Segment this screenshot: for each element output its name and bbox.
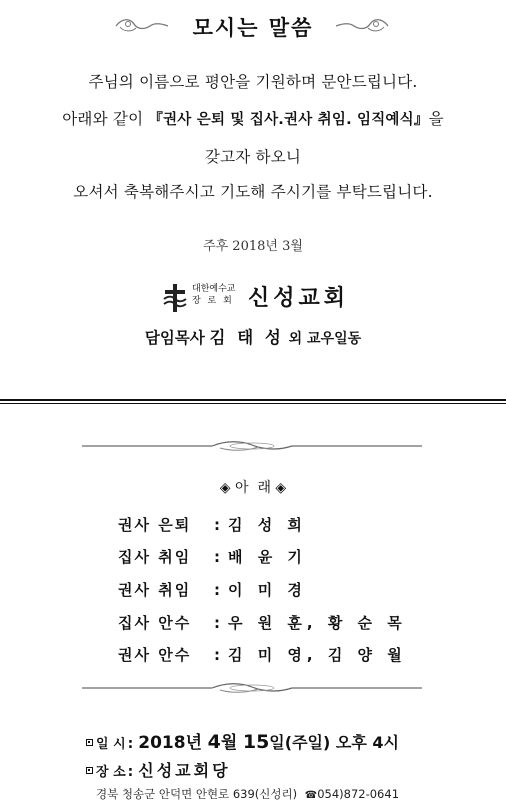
- event-place: [86, 758, 231, 781]
- place-colon: :: [127, 764, 134, 780]
- phone-icon: ☎: [304, 790, 318, 801]
- ceremony-name: 『권사 은퇴 및 집사.권사 취임. 임직예식』: [148, 112, 429, 128]
- detail-row: [118, 514, 307, 538]
- event-time: [86, 728, 399, 753]
- greeting-line: 주님의 이름으로 평안을 기원하며 문안드립니다.: [88, 73, 418, 91]
- time-value-month: 4: [207, 731, 221, 753]
- ceremony-intro: 아래와 같이: [62, 110, 144, 128]
- detail-role: 집사 안수: [118, 614, 192, 632]
- detail-row: [118, 644, 407, 668]
- invitation-date: 주후 2018년 3월: [203, 239, 303, 254]
- notice-heading: ◈ 아 래 ◈: [219, 480, 287, 496]
- address-text: 경북 청송군 안덕면 안현로 639(신성리): [96, 787, 298, 801]
- detail-colon: :: [214, 516, 220, 534]
- detail-role: 권사 안수: [118, 646, 192, 664]
- church-denomination: [192, 283, 235, 307]
- time-value-month-unit: 월: [220, 733, 238, 753]
- divider-line-bottom: [0, 403, 506, 404]
- page-divider: [0, 399, 506, 404]
- place-value: 신성교회당: [138, 761, 231, 780]
- time-value-rest: 일(주일) 오후 4시: [269, 733, 399, 752]
- place-label: 장 소: [96, 765, 126, 780]
- invite-line: 갖고자 하오니: [204, 148, 302, 166]
- bullet-square-icon: [86, 739, 93, 746]
- invitation-title: 모시는 말씀: [192, 15, 314, 40]
- detail-colon: :: [214, 581, 220, 599]
- right-flourish-ornament: [334, 16, 390, 36]
- bottom-decorative-rule: [82, 681, 422, 695]
- denomination-bottom: 장 로 회: [192, 296, 234, 306]
- detail-names: 배 윤 기: [228, 548, 307, 566]
- ceremony-line: [0, 107, 506, 129]
- detail-names: 김 성 희: [228, 516, 307, 534]
- time-label: 일 시: [96, 737, 126, 752]
- detail-role: 권사 취임: [118, 581, 192, 599]
- event-address-line: [96, 786, 399, 802]
- denomination-top: 대한예수교: [192, 284, 236, 294]
- pastor-suffix: 외 교우일동: [288, 331, 362, 347]
- pastor-name: 김 태 성: [209, 328, 284, 347]
- detail-role: 권사 은퇴: [118, 516, 192, 534]
- phone-number: 054)872-0641: [317, 787, 400, 801]
- detail-role: 집사 취임: [118, 548, 192, 566]
- ceremony-particle: 을: [428, 110, 444, 128]
- detail-colon: :: [214, 614, 220, 632]
- detail-names: 이 미 경: [228, 581, 307, 599]
- divider-line-top: [0, 399, 506, 401]
- pastor-line: [0, 324, 506, 348]
- time-value-day: 15: [242, 731, 270, 753]
- bullet-square-icon: [86, 767, 93, 774]
- detail-colon: :: [214, 548, 220, 566]
- top-decorative-rule: [82, 439, 422, 453]
- request-line: 오셔서 축복해주시고 기도해 주시기를 부탁드립니다.: [73, 183, 433, 201]
- church-name: 신성교회: [248, 286, 350, 311]
- detail-row: [118, 612, 407, 636]
- detail-names: 우 원 훈, 황 순 목: [228, 614, 407, 632]
- time-value-year: 2018년: [138, 733, 203, 753]
- detail-row: [118, 546, 307, 570]
- time-colon: :: [127, 736, 134, 752]
- church-emblem-icon: [162, 283, 188, 313]
- detail-row: [118, 579, 307, 603]
- detail-names: 김 미 영, 김 양 월: [228, 646, 407, 664]
- detail-colon: :: [214, 646, 220, 664]
- pastor-title: 담임목사: [144, 329, 205, 347]
